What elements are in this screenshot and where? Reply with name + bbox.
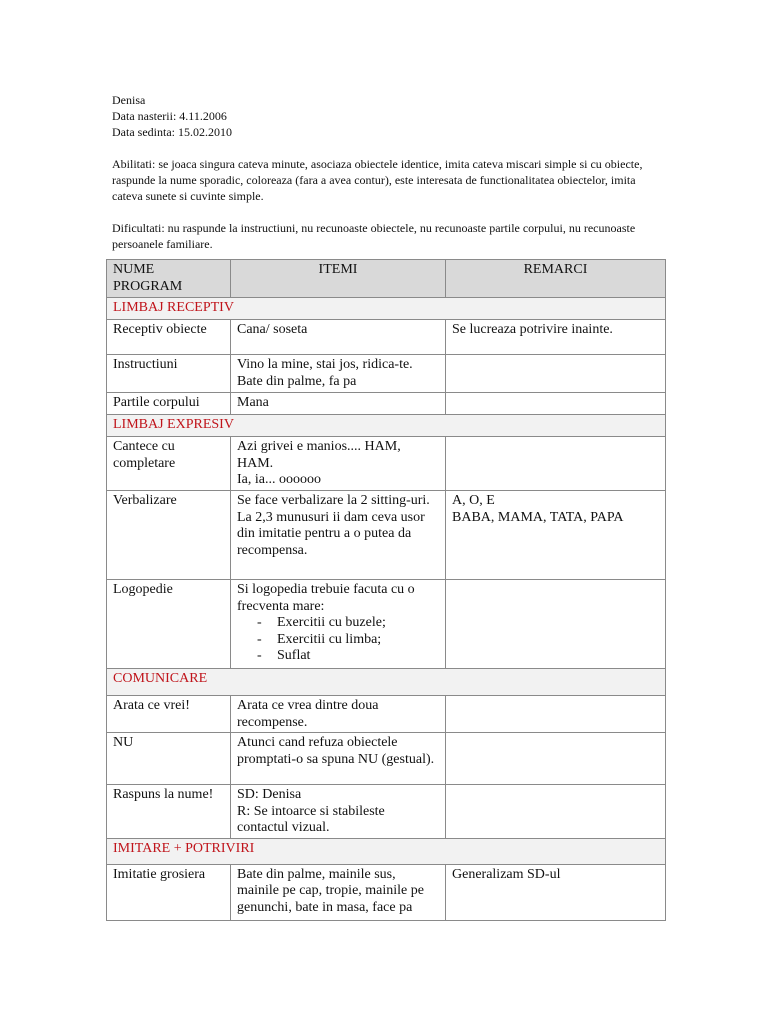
table-row	[107, 696, 666, 733]
program-remarks	[446, 437, 666, 491]
program-items: Atunci cand refuza obiectele promptati-o sa spuna NU (gestual).	[231, 733, 446, 785]
column-header-remarks: REMARCI	[446, 260, 666, 298]
items-line: SD: Denisa	[237, 787, 302, 802]
program-name: Instructiuni	[107, 355, 231, 393]
program-name: Raspuns la nume!	[107, 785, 231, 839]
section-row	[107, 298, 666, 320]
remarks-line: BABA, MAMA, TATA, PAPA	[452, 509, 624, 525]
program-items: Arata ce vrea dintre doua recompense.	[231, 696, 446, 733]
table-row	[107, 733, 666, 785]
program-remarks: Se lucreaza potrivire inainte.	[446, 320, 666, 355]
list-item: - Exercitii cu buzele;	[237, 615, 439, 632]
items-line: Azi grivei e manios.... HAM, HAM.	[237, 439, 401, 471]
section-row	[107, 669, 666, 696]
section-row	[107, 415, 666, 437]
program-name: Receptiv obiecte	[107, 320, 231, 355]
table-row	[107, 785, 666, 839]
session-date: Data sedinta: 15.02.2010	[112, 125, 232, 139]
list-item: - Exercitii cu limba;	[237, 632, 439, 649]
program-remarks	[446, 733, 666, 785]
program-items	[231, 580, 446, 669]
program-remarks	[446, 785, 666, 839]
items-line: Se face verbalizare la 2 sitting-uri.	[237, 493, 430, 508]
section-title: LIMBAJ EXPRESIV	[107, 415, 666, 437]
section-title: COMUNICARE	[107, 669, 666, 696]
program-name: NU	[107, 733, 231, 785]
table-header-row	[107, 260, 666, 298]
table-row	[107, 491, 666, 580]
program-items: Bate din palme, mainile sus, mainile pe cap, tropie, mainile pe genunchi, bate in masa, face pa	[231, 864, 446, 920]
program-items	[231, 491, 446, 580]
program-items: Vino la mine, stai jos, ridica-te. Bate din palme, fa pa	[231, 355, 446, 393]
program-remarks	[446, 393, 666, 415]
program-remarks	[446, 355, 666, 393]
program-name: Partile corpului	[107, 393, 231, 415]
items-line: La 2,3 munusuri ii dam ceva usor din imitatie pentru a o putea da recompensa.	[237, 509, 425, 558]
program-items: Mana	[231, 393, 446, 415]
difficulties-paragraph: Dificultati: nu raspunde la instructiuni, nu recunoaste obiectele, nu recunoaste partile corpului, nu recunoaste persoanele familiare.	[112, 221, 636, 251]
patient-header	[112, 92, 652, 252]
column-header-name: NUME PROGRAM	[107, 260, 231, 298]
program-table	[106, 259, 666, 921]
program-items	[231, 785, 446, 839]
patient-name: Denisa	[112, 93, 146, 107]
abilities-paragraph: Abilitati: se joaca singura cateva minute, asociaza obiectele identice, imita cateva miscari simple si cu obiecte, raspunde la nume sporadic, coloreaza (fara a avea contur), este interesata de functionalitatea obiectelor, imita cateva sunete si cuvinte simple.	[112, 157, 643, 203]
program-remarks	[446, 696, 666, 733]
table-row	[107, 320, 666, 355]
list-item: - Suflat	[237, 648, 439, 665]
table-row	[107, 393, 666, 415]
exercise-list	[237, 615, 439, 665]
program-name: Arata ce vrei!	[107, 696, 231, 733]
program-name: Imitatie grosiera	[107, 864, 231, 920]
program-remarks	[446, 491, 666, 580]
items-line: R: Se intoarce si stabileste contactul vizual.	[237, 803, 385, 835]
section-title: LIMBAJ RECEPTIV	[107, 298, 666, 320]
table-row	[107, 580, 666, 669]
program-remarks: Generalizam SD-ul	[446, 864, 666, 920]
column-header-items: ITEMI	[231, 260, 446, 298]
birth-date: Data nasterii: 4.11.2006	[112, 109, 227, 123]
table-row	[107, 355, 666, 393]
section-title: IMITARE + POTRIVIRI	[107, 838, 666, 864]
program-name: Logopedie	[107, 580, 231, 669]
section-row	[107, 838, 666, 864]
program-items	[231, 437, 446, 491]
items-line: Ia, ia... oooooo	[237, 472, 321, 487]
program-name: Verbalizare	[107, 491, 231, 580]
program-items: Cana/ soseta	[231, 320, 446, 355]
table-row	[107, 864, 666, 920]
program-name: Cantece cu completare	[107, 437, 231, 491]
program-remarks	[446, 580, 666, 669]
remarks-line: A, O, E	[452, 493, 495, 508]
items-line: Si logopedia trebuie facuta cu o frecventa mare:	[237, 582, 415, 614]
table-row	[107, 437, 666, 491]
